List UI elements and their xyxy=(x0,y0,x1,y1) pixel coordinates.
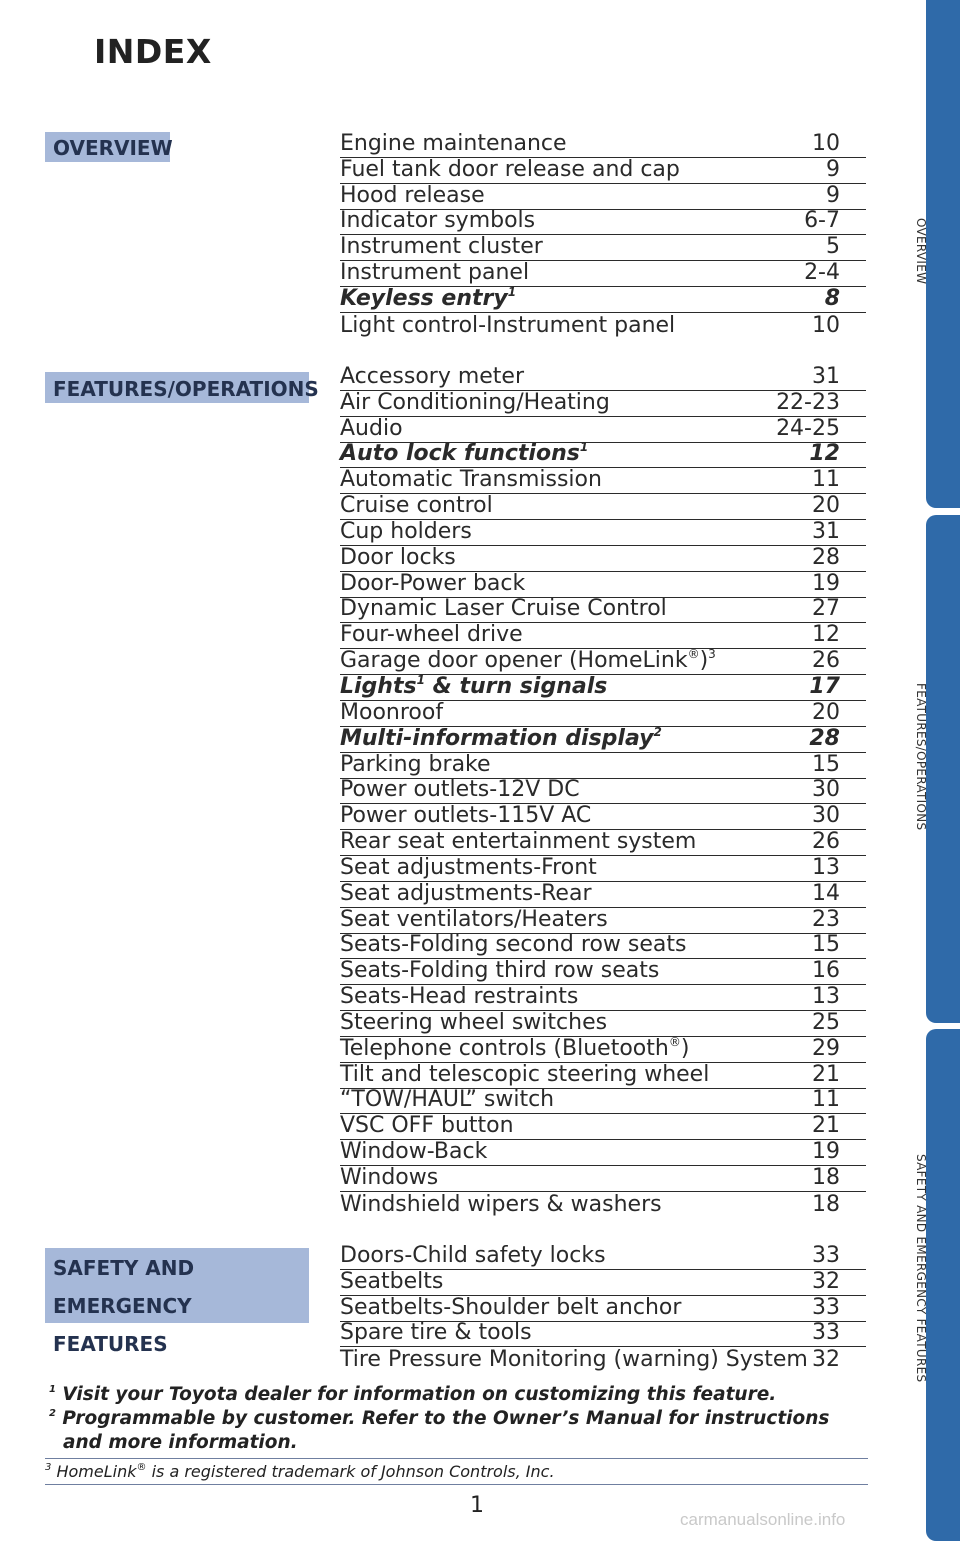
entry-page: 30 xyxy=(812,803,840,829)
index-entry xyxy=(340,132,866,158)
entry-title xyxy=(340,493,493,519)
entry-title xyxy=(340,752,491,778)
entry-title xyxy=(340,364,524,390)
registered-mark: ® xyxy=(687,647,700,662)
index-entry xyxy=(340,1011,866,1037)
footnote-mark: 1 xyxy=(49,1384,56,1395)
entry-title xyxy=(340,674,607,700)
entry-name: Engine maintenance xyxy=(340,130,567,156)
index-entry xyxy=(340,468,866,494)
entry-name: Seats-Head restraints xyxy=(340,984,579,1010)
footnote-ref: 2 xyxy=(653,724,662,739)
entry-name: Moonroof xyxy=(340,699,444,725)
index-entry xyxy=(340,672,866,701)
entry-name: Cup holders xyxy=(340,518,472,544)
entry-page: 25 xyxy=(812,1009,840,1035)
tab-safety-emergency[interactable] xyxy=(926,1029,960,1541)
entry-page: 20 xyxy=(812,699,840,725)
entry-page: 8 xyxy=(824,285,840,311)
entry-name: VSC OFF button xyxy=(340,1113,514,1139)
index-entry xyxy=(340,598,866,624)
footnote-ref: 1 xyxy=(579,440,589,455)
index-entry xyxy=(340,1270,866,1296)
entry-title xyxy=(340,855,597,881)
footnotes xyxy=(45,1383,868,1459)
entry-name: Indicator symbols xyxy=(340,208,536,234)
entry-page: 17 xyxy=(809,673,840,699)
entry-page: 13 xyxy=(812,854,840,880)
entry-title xyxy=(340,519,472,545)
tab-overview[interactable] xyxy=(926,0,960,508)
entry-name: Instrument panel xyxy=(340,260,530,286)
entry-title xyxy=(340,157,680,183)
entry-name: Parking brake xyxy=(340,751,491,777)
side-label-safety: SAFETY AND EMERGENCY FEATURES xyxy=(914,1154,928,1383)
entry-title xyxy=(340,1320,532,1346)
entry-title xyxy=(340,1347,808,1373)
entry-page: 9 xyxy=(826,156,840,182)
section-label-line: SAFETY AND xyxy=(53,1256,195,1280)
entry-title xyxy=(340,313,675,339)
entry-name: “TOW/HAUL” switch xyxy=(340,1087,555,1113)
entry-title xyxy=(340,907,608,933)
index-entry xyxy=(340,440,866,469)
side-label-overview: OVERVIEW xyxy=(914,218,928,285)
index-entry xyxy=(340,779,866,805)
entry-name: Power outlets-115V AC xyxy=(340,803,592,829)
index-entry xyxy=(340,1166,866,1192)
entry-name: Seatbelts-Shoulder belt anchor xyxy=(340,1294,682,1320)
entry-title xyxy=(340,984,578,1010)
entry-title xyxy=(340,571,525,597)
entry-page: 2-4 xyxy=(804,260,840,286)
footnote-ref: 1 xyxy=(416,672,425,687)
index-entry xyxy=(340,365,866,391)
entry-page: 26 xyxy=(812,648,840,674)
side-label-features-operations: FEATURES/OPERATIONS xyxy=(914,683,928,831)
index-entry xyxy=(340,701,866,727)
entry-title xyxy=(340,390,610,416)
index-entry xyxy=(340,908,866,934)
index-entry xyxy=(340,313,866,339)
registered-mark: ® xyxy=(136,1462,147,1473)
entry-title xyxy=(340,441,588,467)
entry-name: Seats-Folding second row seats xyxy=(340,932,687,958)
entry-title xyxy=(340,932,686,958)
index-entry xyxy=(340,1063,866,1089)
entry-title xyxy=(340,700,443,726)
entry-title xyxy=(340,1113,514,1139)
entry-page: 10 xyxy=(812,130,840,156)
index-entry xyxy=(340,753,866,779)
entry-name: Door-Power back xyxy=(340,570,526,596)
index-entry xyxy=(340,261,866,287)
entry-page: 18 xyxy=(812,1191,840,1217)
page-number: 1 xyxy=(470,1493,484,1518)
entry-name: Garage door opener (HomeLink xyxy=(340,648,688,674)
index-entry xyxy=(340,284,866,313)
entry-page: 21 xyxy=(812,1113,840,1139)
footnote-mark: 2 xyxy=(49,1408,56,1419)
entry-title xyxy=(340,234,543,260)
index-entry xyxy=(340,1192,866,1218)
entry-page: 18 xyxy=(812,1165,840,1190)
entry-name: Audio xyxy=(340,415,403,441)
entry-page: 33 xyxy=(812,1242,840,1268)
entry-title xyxy=(340,829,696,855)
entry-name: Seat ventilators/Heaters xyxy=(340,906,608,932)
entry-name: Auto lock functions xyxy=(340,441,580,467)
entry-title xyxy=(340,648,716,674)
entry-title xyxy=(340,1139,487,1165)
entry-name: Instrument cluster xyxy=(340,234,543,260)
entry-page: 11 xyxy=(812,467,840,493)
page-title: INDEX xyxy=(94,32,212,71)
index-entry xyxy=(340,724,866,753)
index-entry xyxy=(340,210,866,236)
entry-name: Spare tire & tools xyxy=(340,1320,532,1346)
entry-page: 13 xyxy=(812,984,840,1010)
index-entry xyxy=(340,882,866,908)
entry-title xyxy=(340,1087,554,1113)
entry-name-suffix: ) xyxy=(680,1035,690,1061)
footnote-ref: 3 xyxy=(708,647,716,662)
tab-features-operations[interactable] xyxy=(926,515,960,1023)
index-entry xyxy=(340,1034,866,1063)
entry-name: Steering wheel switches xyxy=(340,1009,608,1035)
entry-title xyxy=(340,622,523,648)
entry-title xyxy=(340,596,667,622)
entry-page: 27 xyxy=(812,596,840,622)
index-entry xyxy=(340,417,866,443)
entry-title xyxy=(340,1295,681,1321)
entry-page: 22-23 xyxy=(776,389,840,415)
entry-name: Seat adjustments-Rear xyxy=(340,880,592,906)
index-list-features-operations xyxy=(340,365,866,1218)
entry-name: Keyless entry xyxy=(340,285,508,311)
entry-title xyxy=(340,958,659,984)
entry-title xyxy=(340,1165,438,1191)
index-entry xyxy=(340,649,866,675)
entry-page: 30 xyxy=(812,777,840,803)
entry-name: Seatbelts xyxy=(340,1268,444,1294)
entry-name: Door locks xyxy=(340,544,456,570)
entry-page: 9 xyxy=(826,182,840,208)
entry-name: Seat adjustments-Front xyxy=(340,854,597,880)
entry-page: 28 xyxy=(812,544,840,570)
index-entry xyxy=(340,804,866,830)
entry-page: 21 xyxy=(812,1061,840,1087)
entry-page: 23 xyxy=(812,906,840,932)
footnote-text: HomeLink xyxy=(56,1462,137,1481)
index-entry xyxy=(340,494,866,520)
entry-name: Air Conditioning/Heating xyxy=(340,389,610,415)
entry-title xyxy=(340,1036,689,1062)
entry-name: Doors-Child safety locks xyxy=(340,1242,606,1268)
section-label-line: EMERGENCY FEATURES xyxy=(53,1294,192,1356)
entry-page: 11 xyxy=(812,1087,840,1113)
entry-name: Rear seat entertainment system xyxy=(340,829,697,855)
entry-name: Telephone controls (Bluetooth xyxy=(340,1035,669,1061)
entry-name: Cruise control xyxy=(340,493,493,519)
entry-page: 16 xyxy=(812,958,840,984)
index-entry xyxy=(340,959,866,985)
entry-name: Dynamic Laser Cruise Control xyxy=(340,596,667,622)
entry-page: 29 xyxy=(812,1035,840,1061)
index-entry xyxy=(340,856,866,882)
entry-title xyxy=(340,1192,662,1218)
entry-page: 31 xyxy=(812,518,840,544)
entry-page: 33 xyxy=(812,1294,840,1320)
index-entry xyxy=(340,546,866,572)
index-entry xyxy=(340,1322,866,1348)
index-entry xyxy=(340,1296,866,1322)
entry-name: Tilt and telescopic steering wheel xyxy=(340,1061,710,1087)
footnote-text: Visit your Toyota dealer for information on customizing this feature. xyxy=(62,1384,777,1405)
entry-title xyxy=(340,416,403,442)
footnote-ref: 1 xyxy=(507,284,517,299)
entry-title xyxy=(340,467,602,493)
index-entry xyxy=(340,830,866,856)
section-label-overview: OVERVIEW xyxy=(45,132,170,162)
entry-name: Windshield wipers & washers xyxy=(340,1191,662,1217)
footnote xyxy=(45,1383,868,1407)
entry-title xyxy=(340,1010,607,1036)
entry-name: Tire Pressure Monitoring (warning) System xyxy=(340,1347,808,1373)
entry-page: 5 xyxy=(826,234,840,260)
footnote-trademark xyxy=(45,1462,868,1485)
entry-name: Fuel tank door release and cap xyxy=(340,156,680,182)
footnote-text: is a registered trademark of Johnson Controls, Inc. xyxy=(146,1462,555,1481)
footnote-text: Programmable by customer. Refer to the Owner’s Manual for instructions and more information. xyxy=(62,1408,830,1453)
entry-title xyxy=(340,131,567,157)
entry-name: Light control-Instrument panel xyxy=(340,312,676,338)
entry-title xyxy=(340,803,591,829)
footnote-mark: 3 xyxy=(45,1462,52,1473)
entry-title xyxy=(340,881,592,907)
index-entry xyxy=(340,1114,866,1140)
index-entry xyxy=(340,520,866,546)
entry-title xyxy=(340,286,516,312)
entry-title xyxy=(340,260,529,286)
entry-name: Accessory meter xyxy=(340,363,525,389)
entry-name: Multi-information display xyxy=(340,725,654,751)
index-list-overview xyxy=(340,132,866,339)
entry-page: 26 xyxy=(812,829,840,855)
index-entry xyxy=(340,158,866,184)
entry-name: Hood release xyxy=(340,182,485,208)
entry-title xyxy=(340,1269,443,1295)
index-entry xyxy=(340,985,866,1011)
entry-name-suffix: & turn signals xyxy=(424,673,608,699)
entry-page: 14 xyxy=(812,880,840,906)
section-label-safety xyxy=(45,1248,309,1356)
entry-name: Four-wheel drive xyxy=(340,622,523,648)
entry-page: 12 xyxy=(812,622,840,648)
entry-page: 19 xyxy=(812,1139,840,1165)
entry-title xyxy=(340,208,535,234)
entry-page: 15 xyxy=(812,751,840,777)
index-entry xyxy=(340,235,866,261)
entry-title xyxy=(340,183,485,209)
entry-page: 19 xyxy=(812,570,840,596)
entry-page: 32 xyxy=(812,1347,840,1373)
index-list-safety xyxy=(340,1244,866,1373)
section-label-features-operations: FEATURES/OPERATIONS xyxy=(45,372,309,403)
registered-mark: ® xyxy=(668,1034,681,1049)
index-entry xyxy=(340,934,866,960)
index-entry xyxy=(340,572,866,598)
watermark: carmanualsonline.info xyxy=(680,1510,846,1529)
entry-name: Power outlets-12V DC xyxy=(340,777,580,803)
index-entry xyxy=(340,1089,866,1115)
entry-title xyxy=(340,1243,606,1269)
entry-page: 20 xyxy=(812,493,840,519)
entry-page: 10 xyxy=(812,312,840,338)
entry-name: Automatic Transmission xyxy=(340,467,602,493)
entry-page: 32 xyxy=(812,1268,840,1294)
entry-page: 28 xyxy=(809,725,840,751)
entry-name: Windows xyxy=(340,1165,439,1190)
entry-name: Lights xyxy=(340,673,417,699)
entry-title xyxy=(340,726,662,752)
entry-page: 24-25 xyxy=(776,415,840,441)
index-entry xyxy=(340,1140,866,1166)
entry-page: 6-7 xyxy=(804,208,840,234)
entry-name: Window-Back xyxy=(340,1139,488,1165)
entry-title xyxy=(340,1062,709,1088)
entry-title xyxy=(340,545,456,571)
index-entry xyxy=(340,184,866,210)
entry-title xyxy=(340,777,580,803)
entry-page: 31 xyxy=(812,363,840,389)
entry-name-suffix: ) xyxy=(699,648,709,674)
index-entry xyxy=(340,391,866,417)
entry-page: 12 xyxy=(809,441,840,467)
entry-page: 33 xyxy=(812,1320,840,1346)
entry-page: 15 xyxy=(812,932,840,958)
index-entry xyxy=(340,1347,866,1373)
entry-name: Seats-Folding third row seats xyxy=(340,958,660,984)
index-entry xyxy=(340,623,866,649)
index-entry xyxy=(340,1244,866,1270)
footnote xyxy=(45,1407,868,1455)
